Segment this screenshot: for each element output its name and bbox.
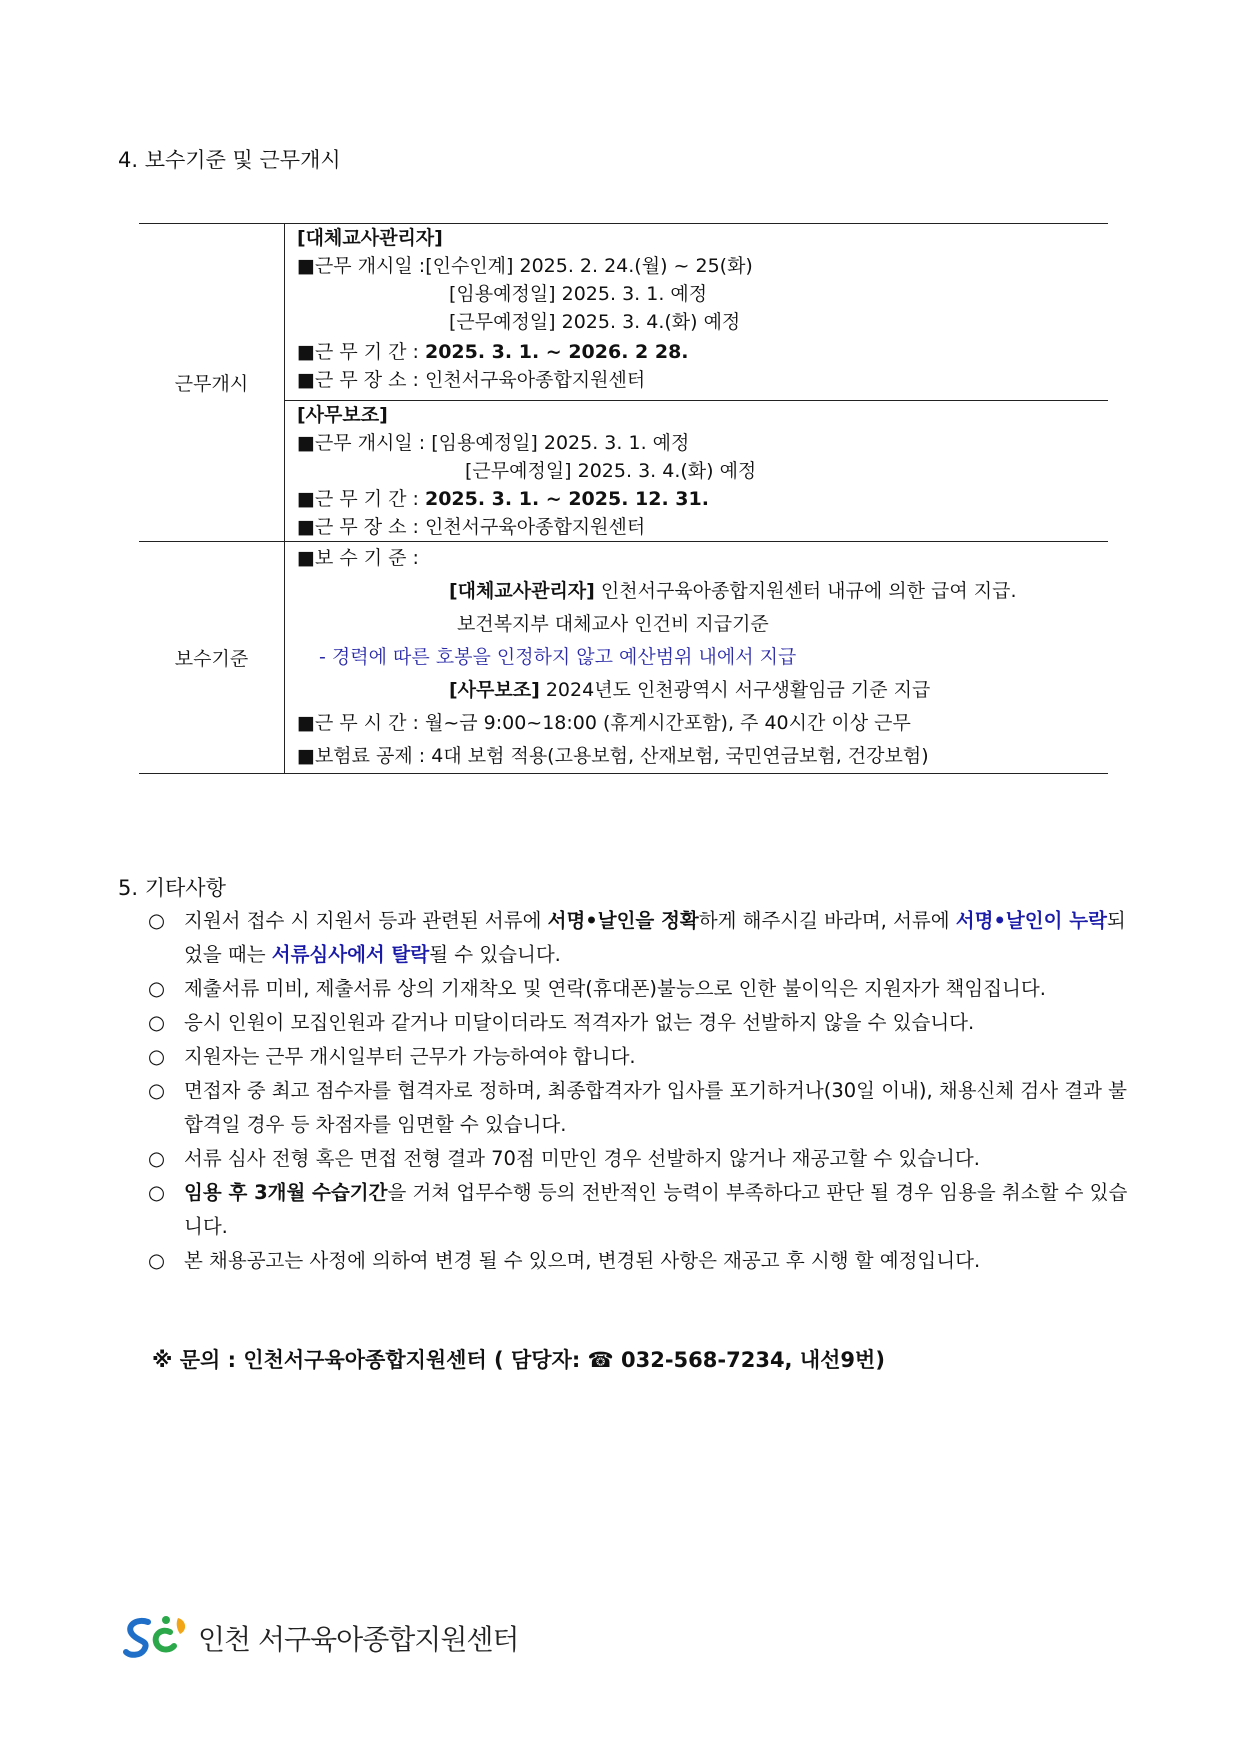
- office-assistant-block: [285, 401, 1109, 542]
- note-7-bold: 임용 후 3개월 수습기간: [184, 1181, 388, 1204]
- circle-bullet-icon: ○: [148, 977, 166, 1000]
- substitute-start-line3: [근무예정일] 2025. 3. 4.(화) 예정: [449, 311, 741, 333]
- pay-line2-bold: [대체교사관리자]: [449, 580, 595, 602]
- assistant-period: [297, 485, 1108, 513]
- pay-standard-block: [285, 542, 1109, 774]
- center-logo-icon: [122, 1610, 192, 1660]
- contact-info: ※ 문의 : 인천서구육아종합지원센터 ( 담당자: ☎ 032-568-7234, 내선9번): [152, 1348, 885, 1372]
- substitute-period-label: ■근 무 기 간 :: [297, 341, 425, 363]
- pay-line5: [297, 674, 1108, 707]
- notes-list: [148, 904, 1138, 1278]
- assistant-period-value: 2025. 3. 1. ~ 2025. 12. 31.: [424, 488, 709, 510]
- pay-line2: [297, 575, 1108, 608]
- note-item-3: [148, 1006, 1138, 1040]
- note-1-part2: 하게 해주시길 바라며, 서류에: [698, 909, 956, 932]
- note-item-4: [148, 1040, 1138, 1074]
- substitute-period: [297, 338, 1108, 366]
- pay-line1: ■보 수 기 준 :: [297, 547, 419, 569]
- assistant-period-label: ■근 무 기 간 :: [297, 488, 425, 510]
- note-6-text: 서류 심사 전형 혹은 면접 전형 결과 70점 미만인 경우 선발하지 않거나 재공고할 수 있습니다.: [184, 1147, 980, 1170]
- pay-line3: 보건복지부 대체교사 인건비 지급기준: [457, 613, 769, 635]
- substitute-heading: [대체교사관리자]: [297, 227, 443, 249]
- assistant-heading: [사무보조]: [297, 404, 388, 426]
- note-1-bold3: 서류심사에서 탈락: [271, 943, 430, 966]
- note-1-part4: 될 수 있습니다.: [429, 943, 561, 966]
- substitute-start-line1: ■근무 개시일 :[인수인계] 2025. 2. 24.(월) ~ 25(화): [297, 255, 753, 277]
- pay-line6: ■근 무 시 간 : 월~금 9:00~18:00 (휴게시간포함), 주 40시간 이상 근무: [297, 712, 911, 734]
- note-4-text: 지원자는 근무 개시일부터 근무가 가능하여야 합니다.: [184, 1045, 636, 1068]
- note-3-text: 응시 인원이 모집인원과 같거나 미달이더라도 적격자가 없는 경우 선발하지 않을 수 있습니다.: [184, 1011, 975, 1034]
- assistant-start-line1: ■근무 개시일 : [임용예정일] 2025. 3. 1. 예정: [297, 432, 690, 454]
- substitute-place: ■근 무 장 소 : 인천서구육아종합지원센터: [297, 369, 646, 391]
- circle-bullet-icon: ○: [148, 1045, 166, 1068]
- circle-bullet-icon: ○: [148, 1249, 166, 1272]
- substitute-manager-block: [285, 224, 1109, 401]
- pay-line7: ■보험료 공제 : 4대 보험 적용(고용보험, 산재보험, 국민연금보험, 건강보험): [297, 745, 929, 767]
- circle-bullet-icon: ○: [148, 1079, 166, 1102]
- note-item-6: [148, 1142, 1138, 1176]
- circle-bullet-icon: ○: [148, 909, 166, 932]
- substitute-start-line2: [임용예정일] 2025. 3. 1. 예정: [449, 283, 708, 305]
- note-item-8: [148, 1244, 1138, 1278]
- note-1-bold1: 서명•날인을 정확: [547, 909, 699, 932]
- note-1-bold2: 서명•날인이 누락: [955, 909, 1107, 932]
- footer-org-name: 인천 서구육아종합지원센터: [198, 1623, 519, 1656]
- note-8-text: 본 채용공고는 사정에 의하여 변경 될 수 있으며, 변경된 사항은 재공고 후 시행 할 예정입니다.: [184, 1249, 981, 1272]
- pay-standard-label: 보수기준: [139, 542, 285, 774]
- circle-bullet-icon: ○: [148, 1147, 166, 1170]
- note-7-rest: 을 거쳐 업무수행 등의 전반적인 능력이 부족하다고 판단 될 경우 임용을 취소할 수 있습니다.: [184, 1181, 1128, 1238]
- note-item-7: [148, 1176, 1138, 1244]
- note-1-part3: 되었을 때는: [184, 909, 1126, 966]
- note-1-part1: 지원서 접수 시 지원서 등과 관련된 서류에: [184, 909, 548, 932]
- pay-and-start-table: [139, 223, 1108, 774]
- section-5-title: 5. 기타사항: [118, 876, 226, 900]
- note-item-2: [148, 972, 1138, 1006]
- note-5-text: 면접자 중 최고 점수자를 협격자로 정하며, 최종합격자가 입사를 포기하거나(30일 이내), 채용신체 검사 결과 불합격일 경우 등 차점자를 임면할 수 있습니다.: [184, 1079, 1127, 1136]
- assistant-place: ■근 무 장 소 : 인천서구육아종합지원센터: [297, 516, 646, 538]
- section-4-title: 4. 보수기준 및 근무개시: [118, 148, 341, 172]
- substitute-period-value: 2025. 3. 1. ~ 2026. 2 28.: [424, 341, 689, 363]
- circle-bullet-icon: ○: [148, 1011, 166, 1034]
- note-2-text: 제출서류 미비, 제출서류 상의 기재착오 및 연락(휴대폰)불능으로 인한 불이익은 지원자가 책임집니다.: [184, 977, 1046, 1000]
- pay-line4: - 경력에 따른 호봉을 인정하지 않고 예산범위 내에서 지급: [319, 646, 797, 668]
- note-item-5: [148, 1074, 1138, 1142]
- footer-logo: [122, 1610, 519, 1660]
- circle-bullet-icon: ○: [148, 1181, 166, 1204]
- pay-line5-rest: 2024년도 인천광역시 서구생활임금 기준 지급: [539, 679, 931, 701]
- assistant-start-line2: [근무예정일] 2025. 3. 4.(화) 예정: [465, 460, 757, 482]
- note-item-1: [148, 904, 1138, 972]
- work-start-label: 근무개시: [139, 224, 285, 542]
- pay-line5-bold: [사무보조]: [449, 679, 540, 701]
- pay-line2-rest: 인천서구육아종합지원센터 내규에 의한 급여 지급.: [594, 580, 1017, 602]
